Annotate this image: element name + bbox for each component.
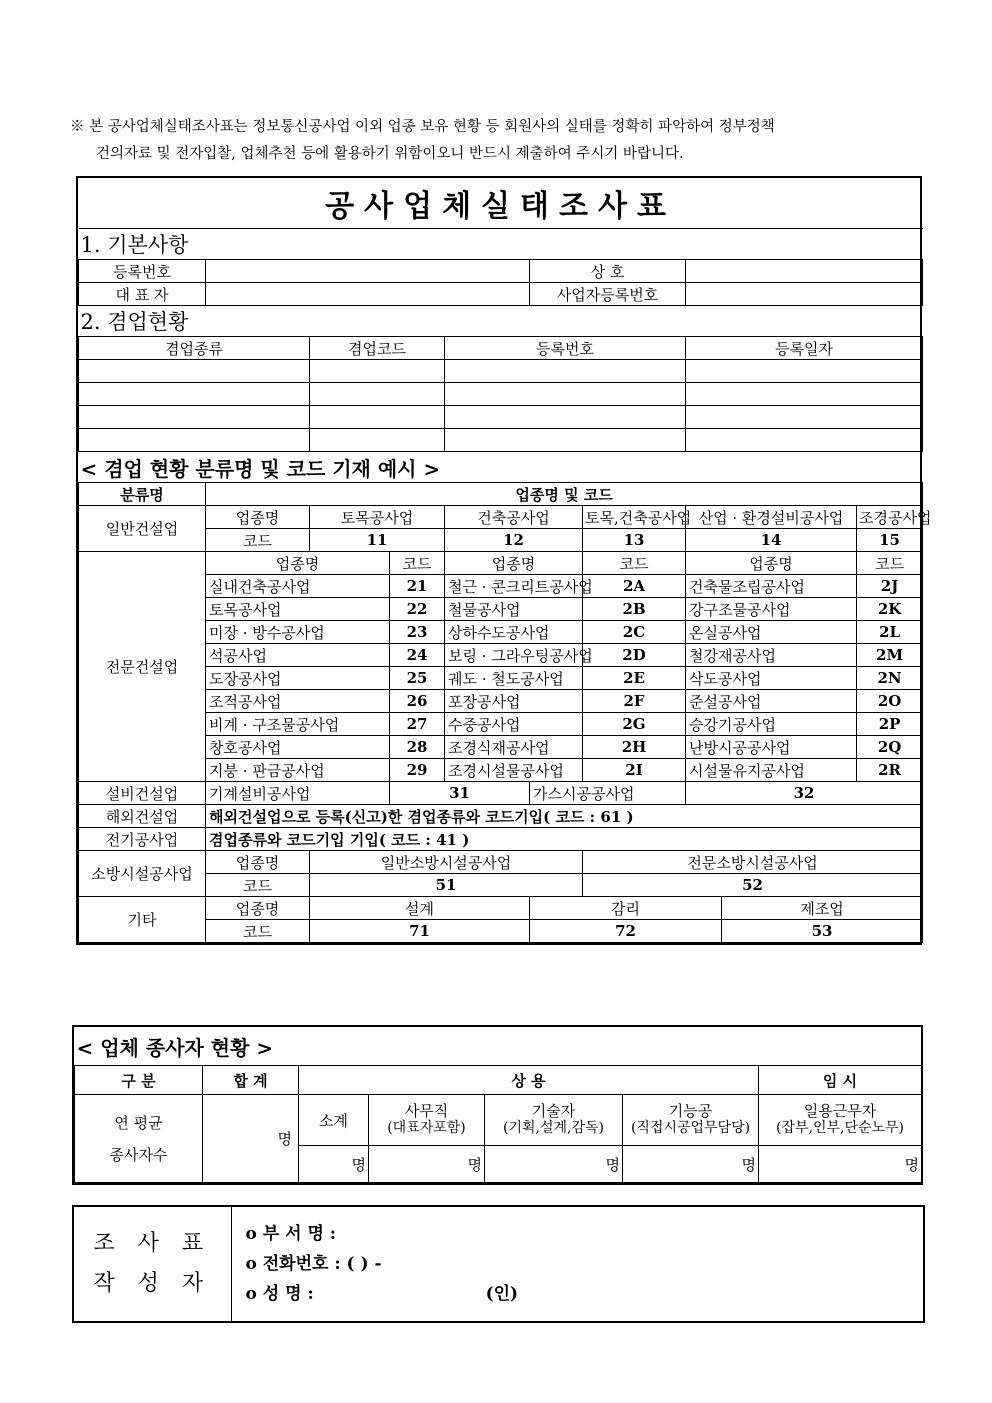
emp-office-header <box>369 1095 485 1146</box>
special-row <box>79 598 923 621</box>
concurrent-row <box>79 429 923 452</box>
concurrent-header-code: 겸업코드 <box>310 337 445 360</box>
special-item: 지붕 · 판금공사업 <box>206 759 390 782</box>
ceo-label: 대 표 자 <box>79 283 206 306</box>
special-code: 21 <box>390 575 445 598</box>
special-item: 조적공사업 <box>206 690 390 713</box>
emp-tech-header <box>485 1095 623 1146</box>
special-code: 2K <box>857 598 923 621</box>
special-row <box>79 759 923 782</box>
special-code: 29 <box>390 759 445 782</box>
special-item: 미장 · 방수공사업 <box>206 621 390 644</box>
special-item: 건축물조립공사업 <box>686 575 857 598</box>
special-code: 2O <box>857 690 923 713</box>
basic-heading: 1. 기본사항 <box>79 229 923 260</box>
unit-label: 명 <box>467 1155 482 1174</box>
fire-code: 52 <box>583 874 923 897</box>
special-item: 난방시공공사업 <box>686 736 857 759</box>
concurrent-date-field[interactable] <box>686 360 923 383</box>
general-class: 일반건설업 <box>79 506 206 552</box>
emp-office-cell[interactable] <box>369 1146 485 1183</box>
concurrent-regno-field[interactable] <box>445 383 686 406</box>
emp-total-header: 합 계 <box>203 1066 299 1095</box>
fire-name-label: 업종명 <box>206 851 310 874</box>
concurrent-regno-field[interactable] <box>445 406 686 429</box>
equipment-code: 32 <box>686 782 923 805</box>
special-item: 철근 · 콘크리트공사업 <box>445 575 583 598</box>
fire-class: 소방시설공사업 <box>79 851 206 897</box>
general-code-label: 코드 <box>206 529 310 552</box>
unit-label: 명 <box>741 1155 756 1174</box>
general-code: 14 <box>686 529 857 552</box>
special-item: 창호공사업 <box>206 736 390 759</box>
unit-label: 명 <box>605 1155 620 1174</box>
general-item: 조경공사업 <box>857 506 923 529</box>
biz-header: 업종명 및 코드 <box>206 483 923 506</box>
concurrent-row <box>79 383 923 406</box>
emp-office-sub: (대표자포함) <box>387 1120 466 1136</box>
class-header: 분류명 <box>79 483 206 506</box>
special-item: 비계 · 구조물공사업 <box>206 713 390 736</box>
general-code: 15 <box>857 529 923 552</box>
special-row <box>79 690 923 713</box>
special-code: 24 <box>390 644 445 667</box>
special-code: 23 <box>390 621 445 644</box>
writer-label1: 조 사 표 <box>93 1231 212 1256</box>
emp-regular-header: 상 용 <box>299 1066 759 1095</box>
equipment-item: 기계설비공사업 <box>206 782 390 805</box>
special-code: 2I <box>583 759 686 782</box>
special-row <box>79 667 923 690</box>
emp-daily-sub: (잡부,인부,단순노무) <box>775 1120 905 1136</box>
other-class: 기타 <box>79 897 206 943</box>
other-code-label: 코드 <box>206 920 310 943</box>
biz-no-label: 사업자등록번호 <box>530 283 686 306</box>
fire-code-label: 코드 <box>206 874 310 897</box>
other-item: 설계 <box>310 897 530 920</box>
electric-class: 전기공사업 <box>79 828 206 851</box>
general-code: 12 <box>445 529 583 552</box>
notice-line1: ※ 본 공사업체실태조사표는 정보통신공사업 이외 업종 보유 현황 등 회원사의 실태를 정확히 파악하여 정부정책 <box>70 119 775 135</box>
writer-fields <box>231 1207 923 1321</box>
special-code: 2H <box>583 736 686 759</box>
special-class: 전문건설업 <box>79 552 206 782</box>
special-name-header: 업종명 <box>686 552 857 575</box>
special-code: 2R <box>857 759 923 782</box>
fire-code: 51 <box>310 874 583 897</box>
employee-section <box>72 1025 923 1185</box>
general-code: 11 <box>310 529 445 552</box>
special-item: 보링 · 그라우팅공사업 <box>445 644 583 667</box>
notice-line2: 건의자료 및 전자입찰, 업체추천 등에 활용하기 위함이오니 반드시 제출하여 주시기 바랍니다. <box>96 146 684 162</box>
special-item: 강구조물공사업 <box>686 598 857 621</box>
special-item: 궤도 · 철도공사업 <box>445 667 583 690</box>
special-name-header: 업종명 <box>206 552 390 575</box>
emp-daily-cell[interactable] <box>759 1146 922 1183</box>
writer-name-field[interactable]: o 성 명 : <box>245 1284 314 1304</box>
general-item: 산업 · 환경설비공사업 <box>686 506 857 529</box>
special-item: 토목공사업 <box>206 598 390 621</box>
special-code: 2D <box>583 644 686 667</box>
unit-label: 명 <box>351 1155 366 1174</box>
special-code: 2P <box>857 713 923 736</box>
other-item: 감리 <box>530 897 722 920</box>
special-item: 조경시설물공사업 <box>445 759 583 782</box>
concurrent-date-field[interactable] <box>686 406 923 429</box>
unit-label: 명 <box>904 1155 920 1174</box>
special-code: 2N <box>857 667 923 690</box>
emp-office-label: 사무직 <box>404 1102 449 1120</box>
special-item: 시설물유지공사업 <box>686 759 857 782</box>
emp-tech-sub: (기획,설계,감독) <box>503 1120 604 1136</box>
other-code: 71 <box>310 920 530 943</box>
special-code: 27 <box>390 713 445 736</box>
general-name-label: 업종명 <box>206 506 310 529</box>
special-item: 수중공사업 <box>445 713 583 736</box>
special-code: 22 <box>390 598 445 621</box>
emp-row-label2: 종사자수 <box>109 1145 168 1164</box>
emp-subtotal-header: 소계 <box>299 1095 369 1146</box>
special-code: 2J <box>857 575 923 598</box>
special-row <box>79 644 923 667</box>
special-code: 2C <box>583 621 686 644</box>
seal-mark: (인) <box>485 1284 519 1304</box>
special-code: 2F <box>583 690 686 713</box>
special-code: 2M <box>857 644 923 667</box>
special-row <box>79 621 923 644</box>
emp-div-header: 구 분 <box>75 1066 203 1095</box>
special-code: 28 <box>390 736 445 759</box>
concurrent-code-field[interactable] <box>310 406 445 429</box>
unit-label: 명 <box>277 1130 292 1148</box>
special-row <box>79 575 923 598</box>
emp-row-label1: 연 평균 <box>114 1113 163 1132</box>
general-item: 토목,건축공사업 <box>583 506 686 529</box>
form-title: 공사업체실태조사표 <box>79 178 923 229</box>
notice <box>70 114 930 168</box>
employee-heading: < 업체 종사자 현황 > <box>75 1027 922 1066</box>
concurrent-date-field[interactable] <box>686 383 923 406</box>
other-name-label: 업종명 <box>206 897 310 920</box>
concurrent-code-field[interactable] <box>310 360 445 383</box>
writer-label <box>74 1207 231 1321</box>
other-code: 53 <box>722 920 923 943</box>
emp-temp-header: 임 시 <box>759 1066 922 1095</box>
fire-item: 전문소방시설공사업 <box>583 851 923 874</box>
emp-tech-label: 기술자 <box>531 1102 576 1120</box>
special-code: 2E <box>583 667 686 690</box>
writer-dept-field[interactable]: o 부 서 명 : <box>245 1224 337 1244</box>
concurrent-code-field[interactable] <box>310 383 445 406</box>
special-item: 철강재공사업 <box>686 644 857 667</box>
biz-no-field[interactable] <box>686 283 923 306</box>
special-code: 26 <box>390 690 445 713</box>
general-item: 토목공사업 <box>310 506 445 529</box>
writer-name-row <box>246 1279 922 1309</box>
reg-no-label: 등록번호 <box>79 260 206 283</box>
overseas-class: 해외건설업 <box>79 805 206 828</box>
emp-skill-header <box>623 1095 759 1146</box>
concurrent-type-field[interactable] <box>79 429 310 452</box>
emp-skill-cell[interactable] <box>623 1146 759 1183</box>
concurrent-row <box>79 406 923 429</box>
emp-skill-sub: (직접시공업무담당) <box>630 1120 751 1136</box>
concurrent-regno-field[interactable] <box>445 429 686 452</box>
company-field[interactable] <box>686 260 923 283</box>
ceo-field[interactable] <box>206 283 530 306</box>
general-code: 13 <box>583 529 686 552</box>
company-label: 상 호 <box>530 260 686 283</box>
emp-total-cell[interactable] <box>203 1095 299 1183</box>
special-name-header: 업종명 <box>445 552 583 575</box>
special-item: 삭도공사업 <box>686 667 857 690</box>
concurrent-header-type: 겸업종류 <box>79 337 310 360</box>
special-item: 실내건축공사업 <box>206 575 390 598</box>
special-row <box>79 713 923 736</box>
special-code: 2A <box>583 575 686 598</box>
concurrent-type-field[interactable] <box>79 406 310 429</box>
concurrent-type-field[interactable] <box>79 360 310 383</box>
emp-daily-label: 일용근무자 <box>803 1102 877 1120</box>
special-row <box>79 736 923 759</box>
concurrent-row <box>79 360 923 383</box>
special-code: 25 <box>390 667 445 690</box>
special-code: 2B <box>583 598 686 621</box>
special-item: 도장공사업 <box>206 667 390 690</box>
electric-text: 겸업종류와 코드기입 기입( 코드 : 41 ) <box>206 828 923 851</box>
survey-form <box>76 176 932 945</box>
reg-no-field[interactable] <box>206 260 530 283</box>
concurrent-date-field[interactable] <box>686 429 923 452</box>
equipment-item: 가스시공공사업 <box>530 782 686 805</box>
concurrent-regno-field[interactable] <box>445 360 686 383</box>
concurrent-code-field[interactable] <box>310 429 445 452</box>
concurrent-heading: 2. 겸업현황 <box>79 306 923 337</box>
special-item: 준설공사업 <box>686 690 857 713</box>
writer-label2: 작 성 자 <box>93 1271 212 1296</box>
special-item: 철물공사업 <box>445 598 583 621</box>
emp-daily-header <box>759 1095 922 1146</box>
writer-phone-field[interactable]: o 전화번호 : ( ) - <box>245 1254 382 1274</box>
other-item: 제조업 <box>722 897 923 920</box>
emp-skill-label: 기능공 <box>668 1102 713 1120</box>
special-code: 2G <box>583 713 686 736</box>
special-code-header: 코드 <box>857 552 923 575</box>
special-code-header: 코드 <box>390 552 445 575</box>
concurrent-type-field[interactable] <box>79 383 310 406</box>
special-item: 상하수도공사업 <box>445 621 583 644</box>
special-code: 2L <box>857 621 923 644</box>
special-item: 석공사업 <box>206 644 390 667</box>
special-item: 포장공사업 <box>445 690 583 713</box>
special-code: 2Q <box>857 736 923 759</box>
other-code: 72 <box>530 920 722 943</box>
equipment-class: 설비건설업 <box>79 782 206 805</box>
special-item: 온실공사업 <box>686 621 857 644</box>
special-item: 조경식재공사업 <box>445 736 583 759</box>
fire-item: 일반소방시설공사업 <box>310 851 583 874</box>
special-item: 승강기공사업 <box>686 713 857 736</box>
example-heading: < 겸업 현황 분류명 및 코드 기재 예시 > <box>79 452 923 483</box>
emp-row-label <box>75 1095 203 1183</box>
overseas-text: 해외건설업으로 등록(신고)한 겸업종류와 코드기입( 코드 : 61 ) <box>206 805 923 828</box>
general-item: 건축공사업 <box>445 506 583 529</box>
equipment-code: 31 <box>390 782 530 805</box>
concurrent-header-date: 등록일자 <box>686 337 923 360</box>
special-code-header: 코드 <box>583 552 686 575</box>
emp-tech-cell[interactable] <box>485 1146 623 1183</box>
concurrent-header-regno: 등록번호 <box>445 337 686 360</box>
writer-section <box>72 1205 925 1323</box>
emp-subtotal-cell[interactable] <box>299 1146 369 1183</box>
